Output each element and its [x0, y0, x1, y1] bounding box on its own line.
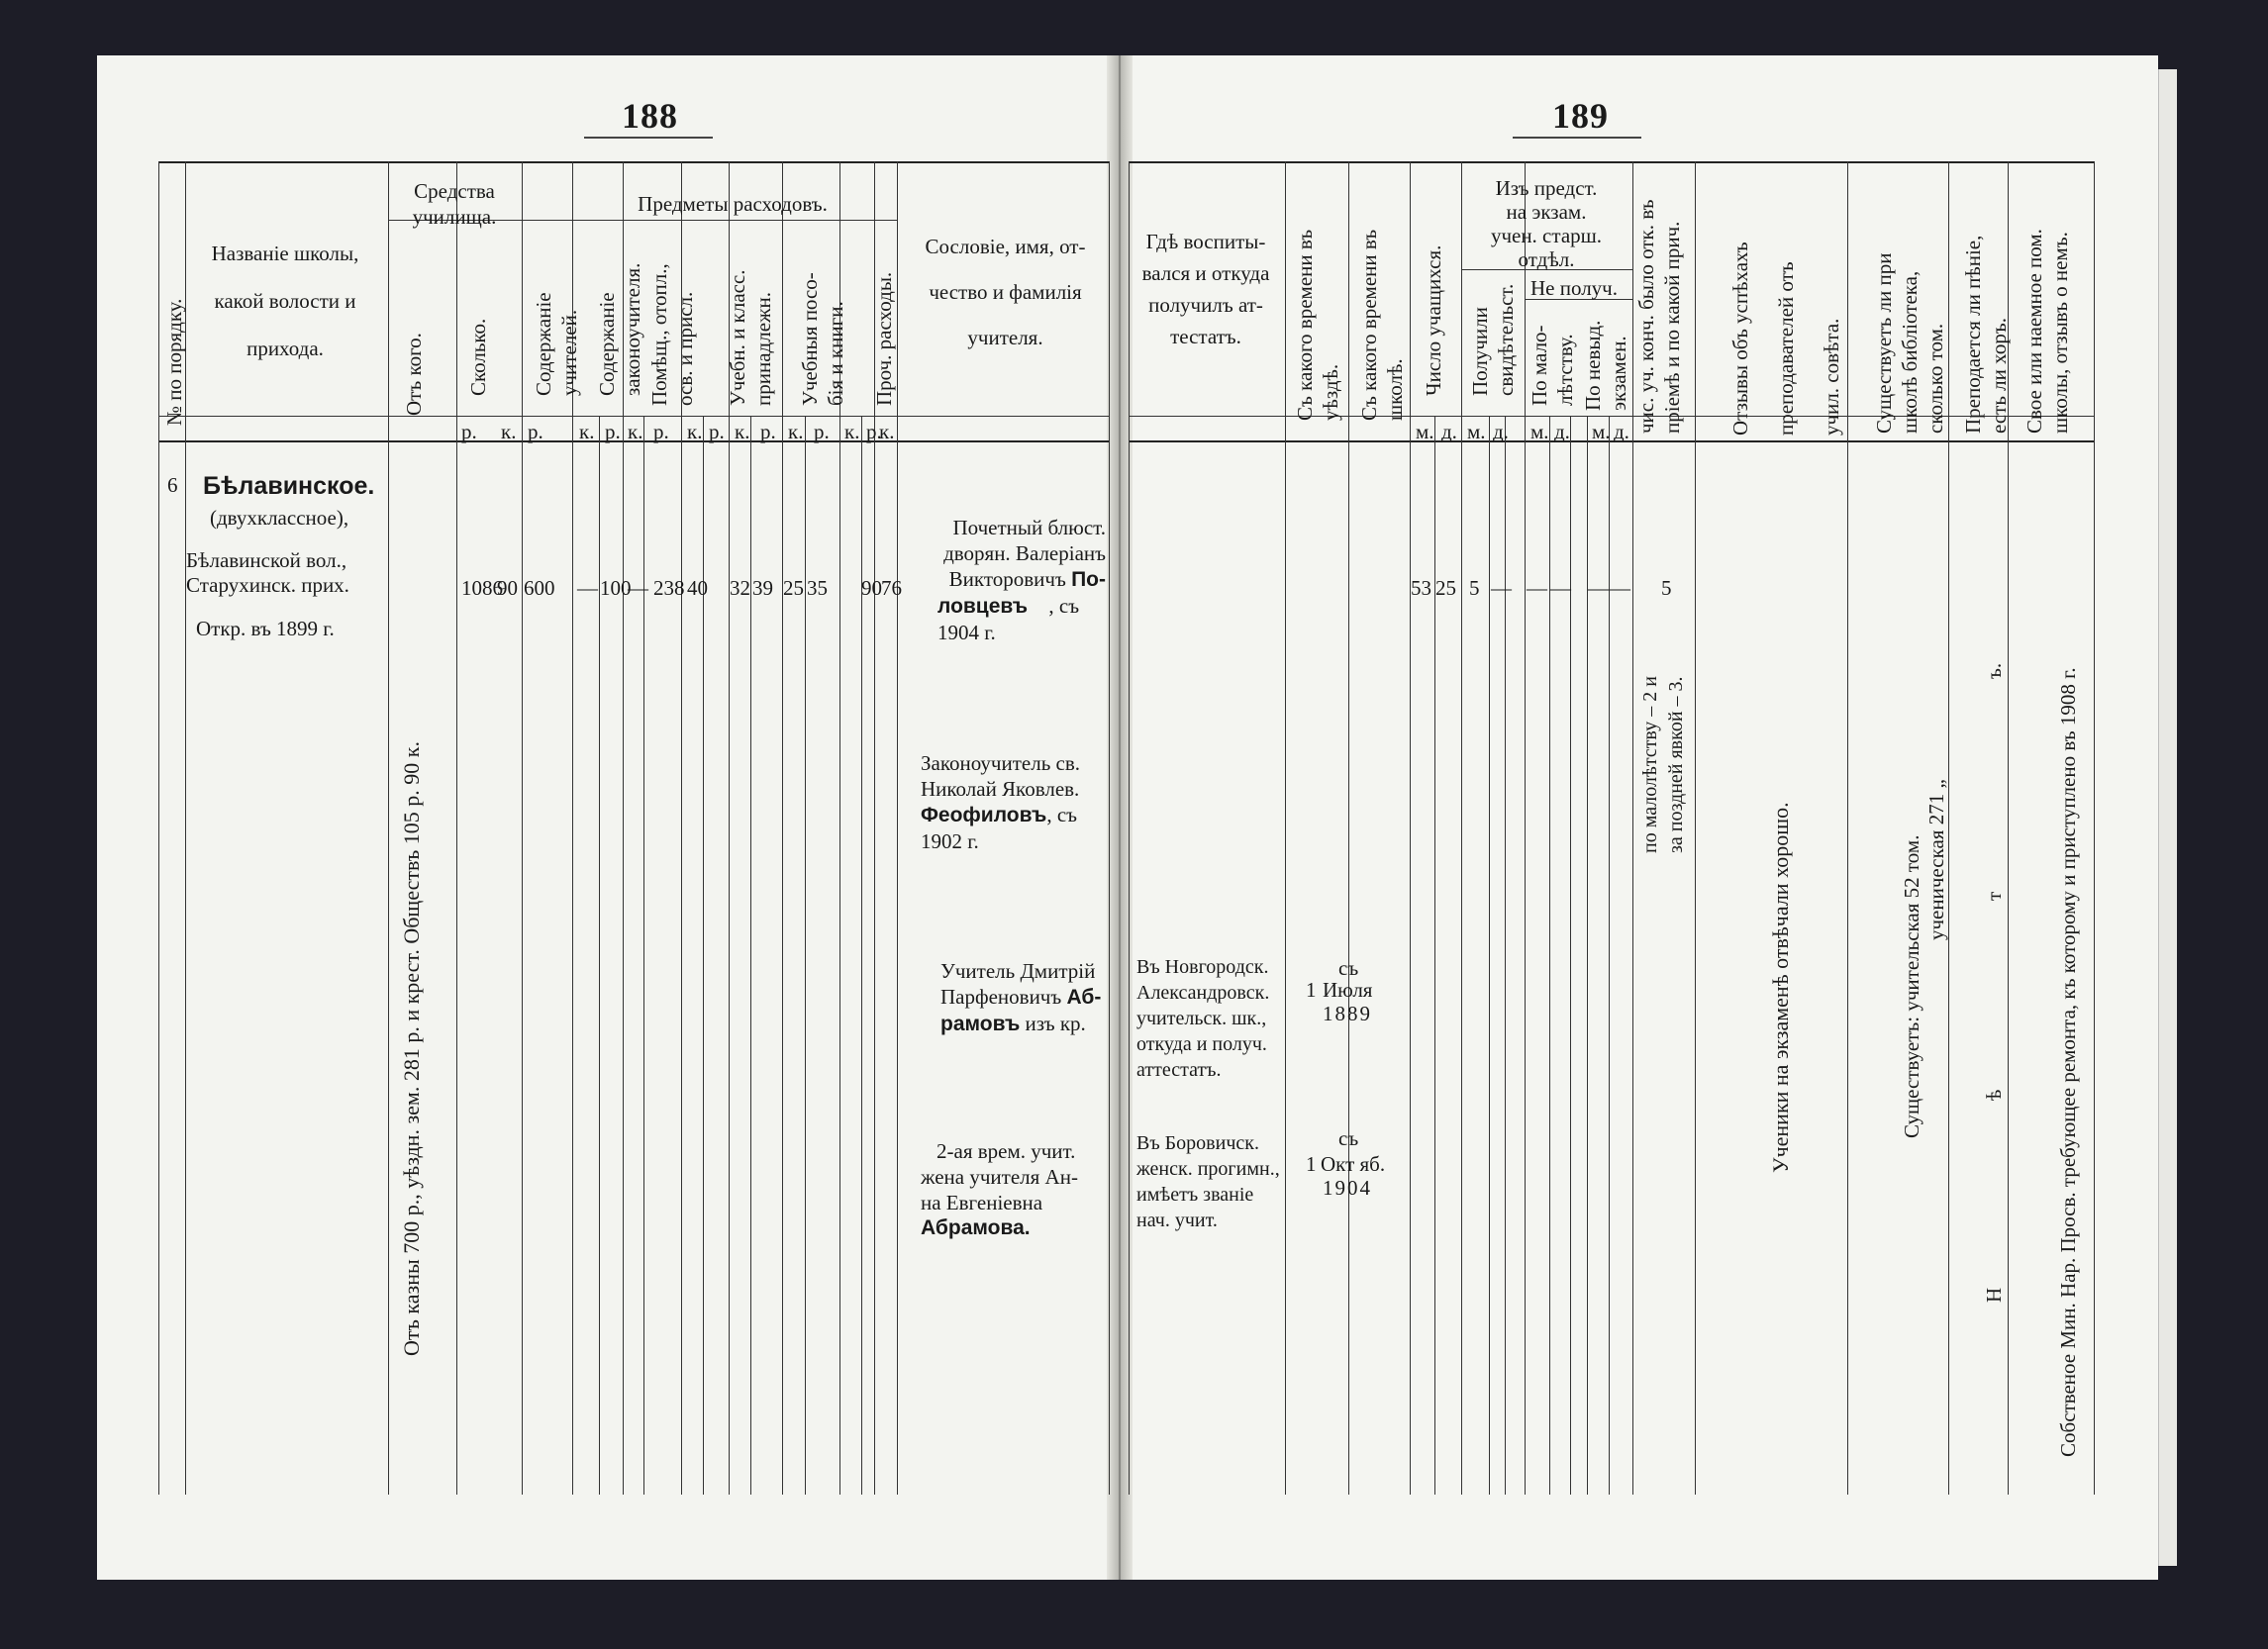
- count-absent-d: —: [1610, 576, 1630, 600]
- header-singing: Преподается ли пѣніе, есть ли хоръ.: [1961, 235, 2011, 434]
- header-row-number: № по порядку.: [162, 298, 186, 426]
- unit-label-left-13: к.: [844, 420, 860, 443]
- page-number-rule-left: [584, 137, 713, 139]
- vertical-rule-left-19: [1109, 161, 1110, 1495]
- education-1-uezd-a: съ: [1338, 956, 1359, 980]
- header-reviews: Отзывы объ успѣхахъ преподавателей отъ учил. совѣта.: [1728, 242, 1843, 436]
- school-parish: Старухинск. прих.: [186, 573, 349, 597]
- header-means-from: Отъ кого.: [402, 333, 426, 416]
- page-edges: [2158, 69, 2177, 1566]
- header-library: Существуетъ ли при школѣ библіотека, сколько том.: [1872, 252, 1947, 434]
- header-teacher: Сословіе, имя, от- чество и фамилія учителя.: [925, 235, 1086, 349]
- vertical-rule-right-8: [1525, 161, 1526, 1495]
- singing-letter-3: т: [1982, 891, 2006, 901]
- review-text: Ученики на экзаменѣ отвѣчали хорошо.: [1768, 802, 1793, 1173]
- education-2-uezd-a: съ: [1338, 1126, 1359, 1150]
- page-number-right: 189: [1552, 96, 1609, 136]
- education-2-school: 1: [1306, 1152, 1317, 1176]
- unit-label-left-4: р.: [605, 420, 621, 443]
- header-got-cert: Получили свидѣтельст.: [1468, 283, 1518, 396]
- amount-law-r: 100: [600, 576, 632, 600]
- education-1-school: 1: [1306, 978, 1317, 1002]
- unit-label-right-3: д.: [1493, 420, 1509, 443]
- header-exp-manuals: Учебныя посо- бія и книги.: [798, 272, 847, 406]
- unit-label-left-8: р.: [709, 420, 725, 443]
- unit-label-left-0: р.: [461, 420, 477, 443]
- header-means-group: Средства училища.: [412, 179, 497, 229]
- education-1-uezd-b: Июля: [1323, 978, 1373, 1002]
- page-number-left: 188: [622, 96, 678, 136]
- vertical-rule-left-12: [750, 416, 751, 1495]
- unit-label-left-12: р.: [814, 420, 830, 443]
- header-exp-books: Учебн. и класс. принадлежн.: [726, 269, 775, 406]
- unit-label-right-1: д.: [1441, 420, 1457, 443]
- header-absent: По невыд. экзамен.: [1581, 320, 1630, 411]
- education-2-uezd-c: 1904: [1323, 1176, 1372, 1200]
- header-exp-law: Содержаніе законоучителя.: [595, 262, 644, 396]
- amount-law-k: —: [628, 576, 648, 600]
- unit-label-left-1: к.: [501, 420, 517, 443]
- education-2-uezd-b: Окт яб.: [1321, 1152, 1386, 1176]
- amount-teachers-r: 600: [524, 576, 555, 600]
- entry-number: 6: [167, 473, 178, 497]
- header-exam-group: Изъ предст. на экзам. учен. старш. отдѣл.: [1490, 176, 1603, 271]
- amount-other-k: 76: [881, 576, 902, 600]
- header-exp-other: Проч. расходы.: [872, 271, 896, 406]
- vertical-rule-right-2: [1348, 161, 1349, 1495]
- left-reason-2: за поздней явкой – 3.: [1665, 676, 1687, 853]
- vertical-rule-left-18: [897, 161, 898, 1495]
- unit-label-left-7: к.: [687, 420, 703, 443]
- unit-label-right-5: д.: [1554, 420, 1570, 443]
- vertical-rule-left-13: [782, 161, 783, 1495]
- teacher-2: Законоучитель св. Николай Яковлев. Феофиловъ, съ 1902 г.: [921, 751, 1081, 853]
- school-type: (двухклассное),: [210, 506, 349, 530]
- unit-label-left-9: к.: [735, 420, 750, 443]
- amount-books-k: 39: [752, 576, 773, 600]
- unit-label-right-0: м.: [1416, 420, 1434, 443]
- left-reason-1: по малолѣтству – 2 и: [1639, 676, 1661, 853]
- count-underage-d: —: [1550, 576, 1571, 600]
- amount-manuals-k: 35: [807, 576, 828, 600]
- vertical-rule-left-3: [456, 161, 457, 1495]
- amount-means-k: 90: [497, 576, 518, 600]
- amount-other-r: 90: [861, 576, 882, 600]
- unit-label-left-10: р.: [760, 420, 776, 443]
- header-since-uezd: Съ какого времени въ уѣздѣ.: [1293, 229, 1342, 421]
- unit-label-left-2: р.: [528, 420, 543, 443]
- header-since-school: Съ какого времени въ школѣ.: [1357, 229, 1407, 421]
- amount-means-r: 1086: [461, 576, 503, 600]
- school-title: Бѣлавинское.: [203, 472, 375, 500]
- unit-label-left-15: к.: [879, 420, 895, 443]
- header-not-got: Не получ.: [1530, 276, 1618, 300]
- amount-premises-r: 238: [653, 576, 685, 600]
- vertical-rule-left-4: [522, 161, 523, 1495]
- header-left-pupils: чис. уч. конч. было отк. въ пріемѣ и по какой прич.: [1634, 199, 1684, 434]
- count-pupils-d: 25: [1435, 576, 1456, 600]
- education-1: Въ Новгородск. Александровск. учительск. шк., откуда и получ. аттестатъ.: [1136, 956, 1270, 1081]
- unit-label-left-6: р.: [653, 420, 669, 443]
- header-means-amount: Сколько.: [466, 318, 490, 396]
- unit-label-right-7: д.: [1614, 420, 1629, 443]
- amount-books-r: 32: [730, 576, 750, 600]
- vertical-rule-right-1: [1285, 161, 1286, 1495]
- means-source-text: Отъ казны 700 р., уѣздн. зем. 281 р. и крест. Обществъ 105 р. 90 к.: [399, 741, 424, 1356]
- header-exp-premises: Помѣщ., отопл., осв. и присл.: [647, 263, 697, 406]
- unit-label-right-6: м.: [1592, 420, 1611, 443]
- count-pupils-m: 53: [1411, 576, 1431, 600]
- vertical-rule-right-14: [1695, 161, 1696, 1495]
- education-2: Въ Боровичск. женск. прогимн., имѣетъ званіе нач. учит.: [1136, 1132, 1280, 1231]
- school-volost: Бѣлавинской вол.,: [186, 548, 347, 572]
- table-top-rule-left: [158, 161, 1109, 163]
- unit-label-right-2: м.: [1467, 420, 1486, 443]
- vertical-rule-left-2: [388, 161, 389, 1495]
- header-expenses-group: Предметы расходовъ.: [638, 192, 828, 216]
- teacher-1: Почетный блюст. дворян. Валеріанъ Викторовичъ По- ловцевъ , съ 1904 г.: [937, 516, 1106, 644]
- header-premises: Свое или наемное пом. школы, отзывъ о немъ.: [2022, 229, 2072, 434]
- singing-letter-4: ъ.: [1982, 662, 2006, 679]
- unit-label-left-11: к.: [788, 420, 804, 443]
- school-opened: Откр. въ 1899 г.: [196, 617, 335, 640]
- header-exp-teachers: Содержаніе учителей.: [532, 292, 581, 396]
- count-underage-m: —: [1527, 576, 1547, 600]
- unit-label-right-4: м.: [1530, 420, 1549, 443]
- library-text-2: ученическая 271 „: [1924, 779, 1948, 940]
- header-educated: Гдѣ воспиты- вался и откуда получилъ ат- тестатъ.: [1141, 230, 1270, 348]
- vertical-rule-right-3: [1410, 161, 1411, 1495]
- vertical-rule-right-6: [1489, 416, 1490, 1495]
- singing-letter-2: ѣ: [1982, 1089, 2006, 1101]
- vertical-rule-left-14: [805, 416, 806, 1495]
- education-1-uezd-c: 1889: [1323, 1002, 1372, 1025]
- page-number-rule-right: [1513, 137, 1641, 139]
- teacher-4: 2-ая врем. учит. жена учителя Ан- на Евгеніевна Абрамова.: [921, 1139, 1078, 1239]
- header-underage: По мало- лѣтству.: [1528, 325, 1577, 406]
- library-text-1: Существуетъ: учительская 52 том.: [1900, 834, 1923, 1138]
- vertical-rule-left-0: [158, 161, 159, 1495]
- amount-manuals-r: 25: [783, 576, 804, 600]
- units-rule-top-left: [158, 416, 1109, 417]
- unit-label-left-14: р.: [866, 420, 882, 443]
- expenses-subrule: [522, 220, 898, 221]
- amount-premises-k: 40: [687, 576, 708, 600]
- teacher-3: Учитель Дмитрій Парфеновичъ Аб- рамовъ изъ кр.: [940, 959, 1102, 1035]
- header-school-name: Названіе школы, какой волости и прихода.: [211, 242, 359, 360]
- vertical-rule-right-18: [2094, 161, 2095, 1495]
- count-left-count: 5: [1661, 576, 1672, 600]
- count-cert-m: 5: [1469, 576, 1480, 600]
- premises-text-1: Собственое Мин. Нар. Просв. требующее ремонта, къ которому и приступлено въ 1908 г.: [2056, 667, 2080, 1457]
- vertical-rule-right-5: [1461, 161, 1462, 1495]
- singing-letter-1: Н: [1982, 1287, 2006, 1303]
- unit-label-left-3: к.: [579, 420, 595, 443]
- amount-teachers-k: —: [577, 576, 598, 600]
- unit-label-left-5: к.: [628, 420, 643, 443]
- count-absent-m: —: [1588, 576, 1609, 600]
- count-cert-d: —: [1491, 576, 1512, 600]
- header-pupils: Число учащихся.: [1422, 244, 1445, 396]
- vertical-rule-right-0: [1129, 161, 1130, 1495]
